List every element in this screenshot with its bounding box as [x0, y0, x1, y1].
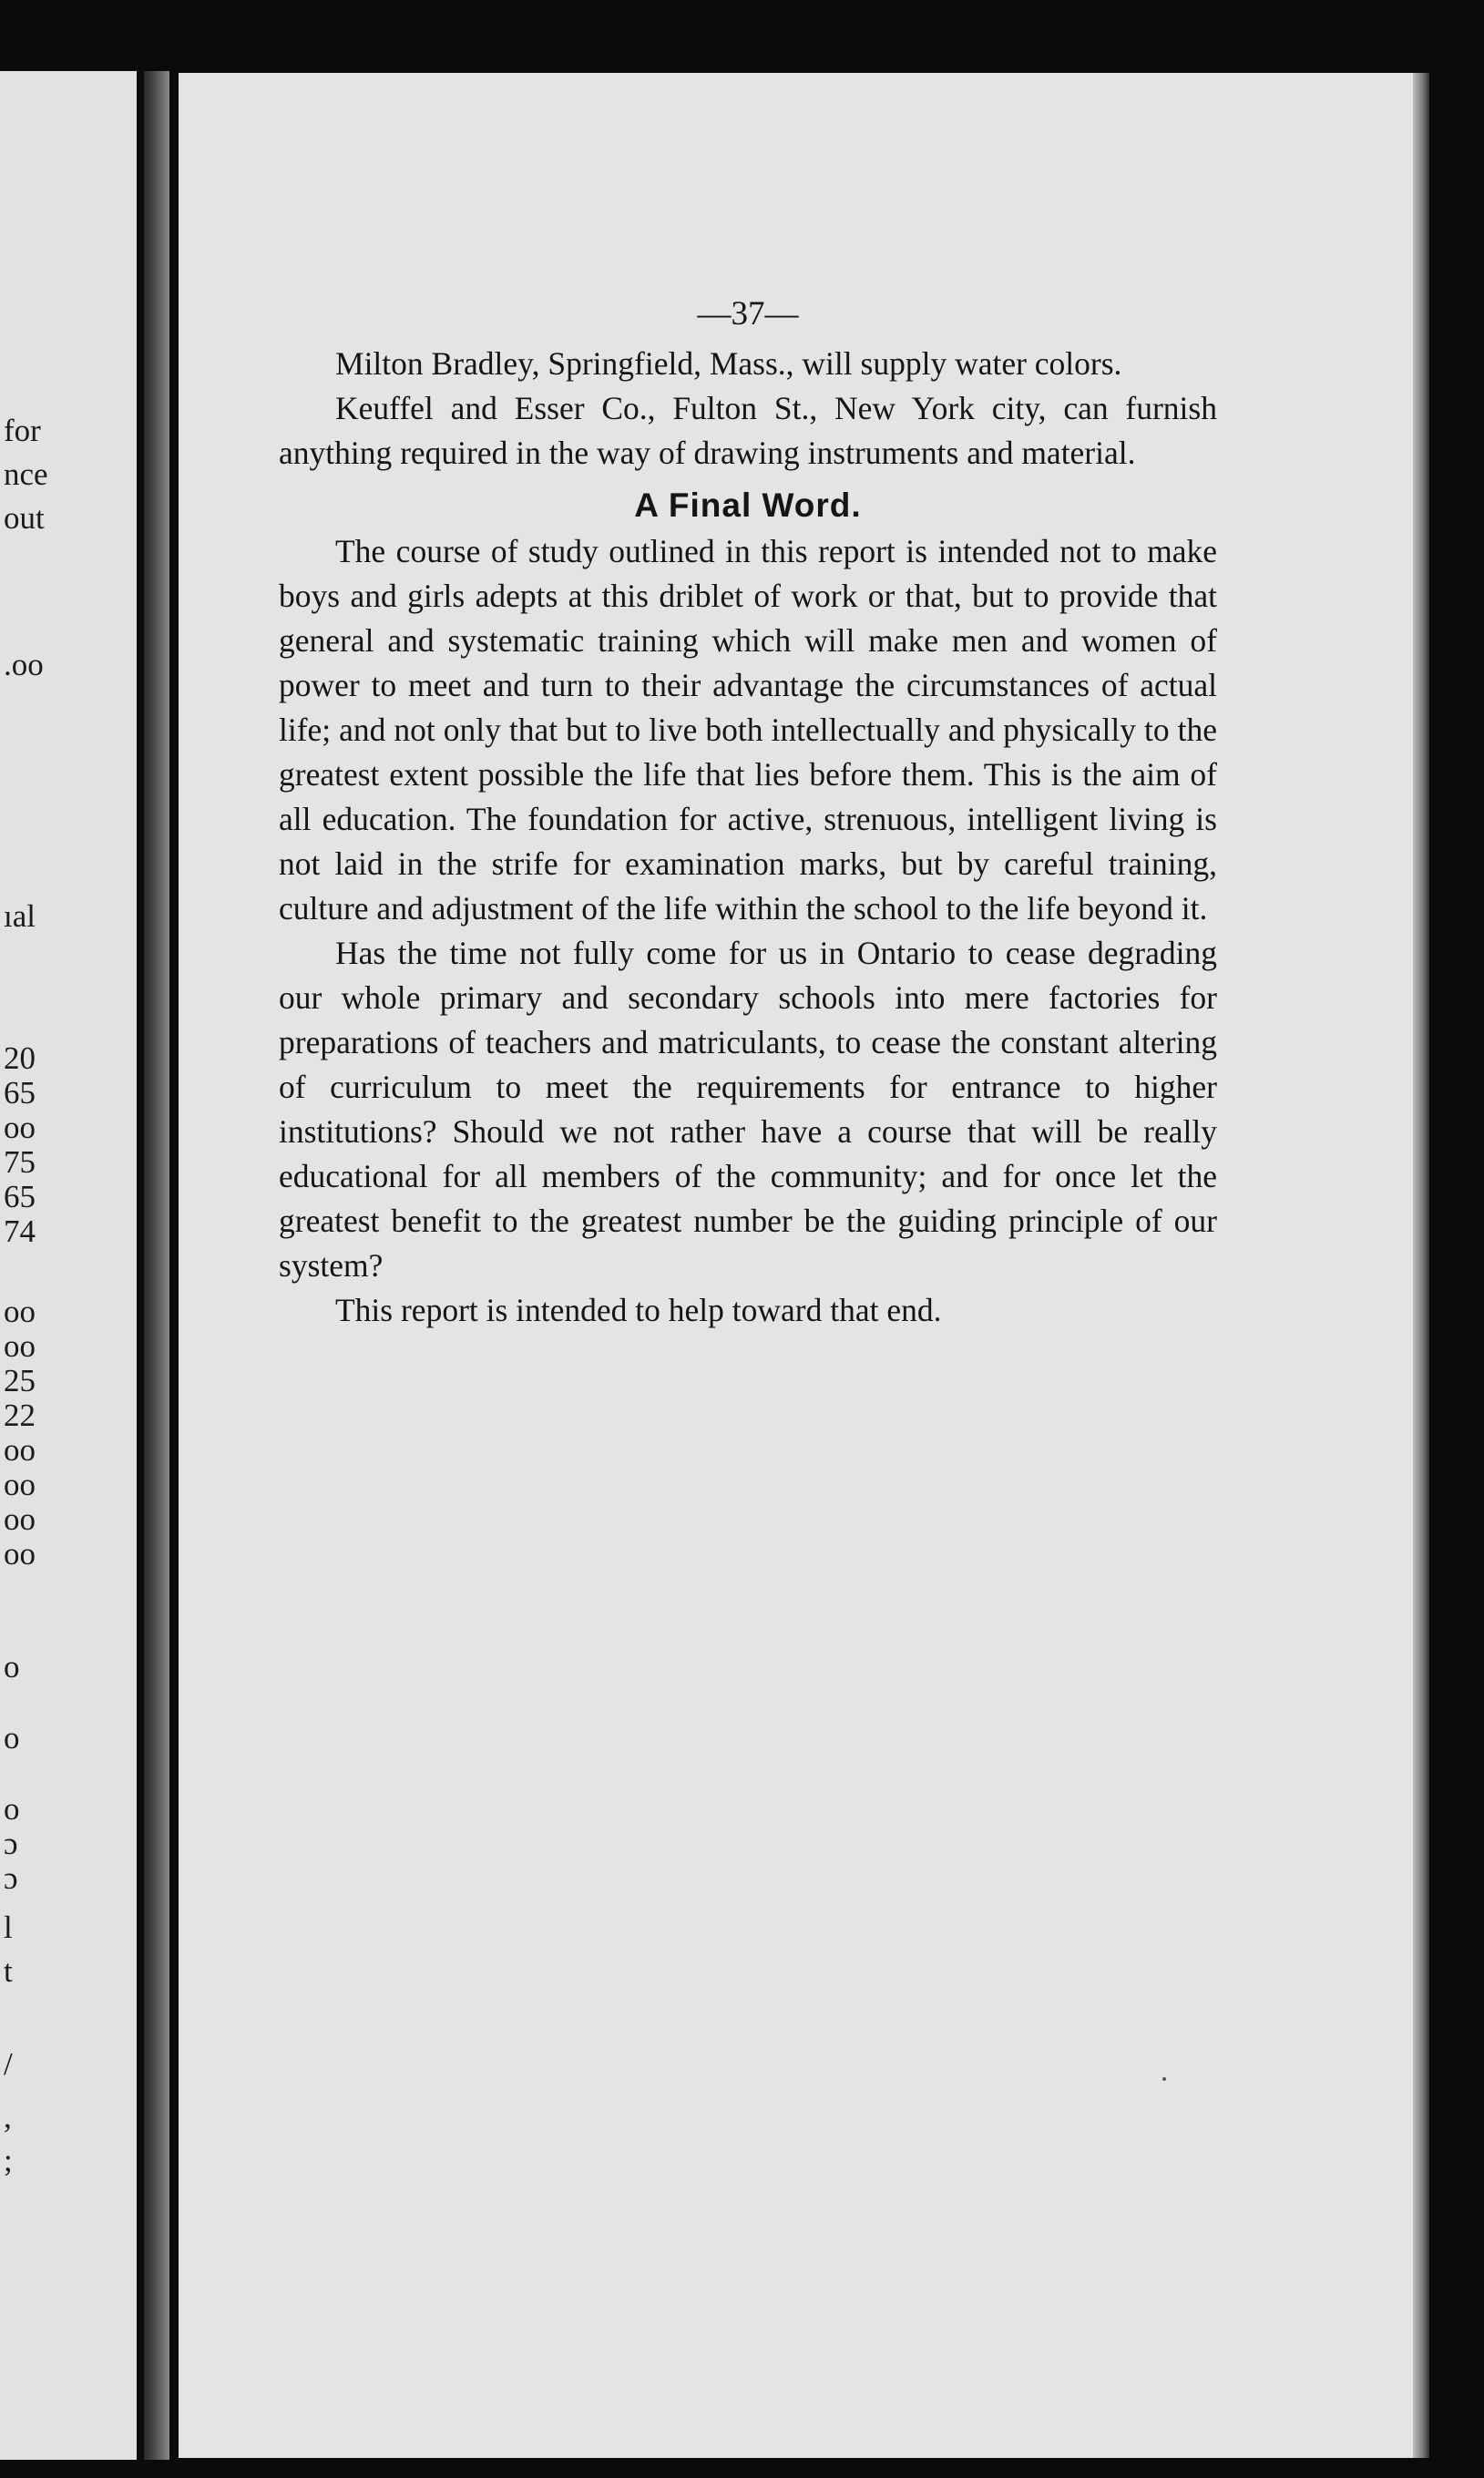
left-fragment: oo: [4, 1110, 36, 1145]
left-fragment: nce: [4, 456, 48, 492]
paragraph: The course of study outlined in this report is intended not to make boys and girls adepts at this driblet of work or that, but to provide that general and systematic training which will make men and women of power to meet and turn to their advantage the circumstances of actual life; and not only that but to live both intellectually and physically to the greatest extent possible the life that lies before them. This is the aim of all education. The foundation for active, strenuous, intelligent living is not laid in the strife for examination marks, but by careful training, culture and adjustment of the life within the school to the life beyond it.: [279, 533, 1217, 927]
paragraph: Milton Bradley, Springfield, Mass., will supply water colors.: [335, 345, 1122, 382]
paragraph: Has the time not fully come for us in Ontario to cease degrading our whole primary and secondary schools into mere factories for preparations of teachers and matriculants, to cease the constant altering of curriculum to meet the requirements for entrance to higher institutions? Should we not rather have a course that will be really educational for all members of the community; and for once let the greatest benefit to the greatest number be the guiding principle of our system?: [279, 935, 1217, 1284]
left-fragment: ,: [4, 2099, 12, 2135]
left-fragment: 22: [4, 1398, 36, 1433]
left-fragment: 25: [4, 1363, 36, 1398]
left-fragment: ɔ: [4, 1826, 18, 1861]
left-fragment: l: [4, 1910, 13, 1945]
left-fragment: 65: [4, 1075, 36, 1111]
left-fragment: oo: [4, 1294, 36, 1329]
left-fragment: ıal: [4, 898, 36, 934]
left-fragment: oo: [4, 1328, 36, 1364]
left-fragment: .oo: [4, 647, 44, 682]
section-heading: A Final Word.: [634, 486, 862, 524]
paragraph: Keuffel and Esser Co., Fulton St., New York city, can furnish anything required in the way of drawing instruments and material.: [279, 390, 1217, 471]
left-fragment: oo: [4, 1432, 36, 1468]
page-content: [279, 292, 1217, 1333]
left-fragment: ɔ: [4, 1860, 18, 1896]
previous-page-fragment: [0, 71, 137, 2460]
left-fragment: oo: [4, 1467, 36, 1502]
page-edge: [1413, 73, 1429, 2458]
left-fragment: oo: [4, 1501, 36, 1537]
left-fragment: 20: [4, 1040, 36, 1076]
left-fragment: o: [4, 1649, 20, 1684]
closing-paragraph: This report is intended to help toward that end.: [335, 1292, 942, 1328]
left-fragment: 65: [4, 1179, 36, 1214]
book-page: [179, 73, 1413, 2458]
left-fragment: out: [4, 500, 45, 536]
book-spine: [144, 71, 169, 2460]
left-fragment: for: [4, 413, 41, 448]
left-fragment: ;: [4, 2143, 13, 2178]
left-fragment: 75: [4, 1144, 36, 1180]
left-fragment: o: [4, 1720, 20, 1756]
left-fragment: t: [4, 1953, 13, 1989]
left-fragment: oo: [4, 1536, 36, 1572]
left-fragment: /: [4, 2046, 13, 2082]
left-fragment: o: [4, 1791, 20, 1827]
left-fragment: 74: [4, 1213, 36, 1249]
page-number: —37—: [697, 295, 799, 333]
paper-speck: [1162, 2077, 1166, 2081]
